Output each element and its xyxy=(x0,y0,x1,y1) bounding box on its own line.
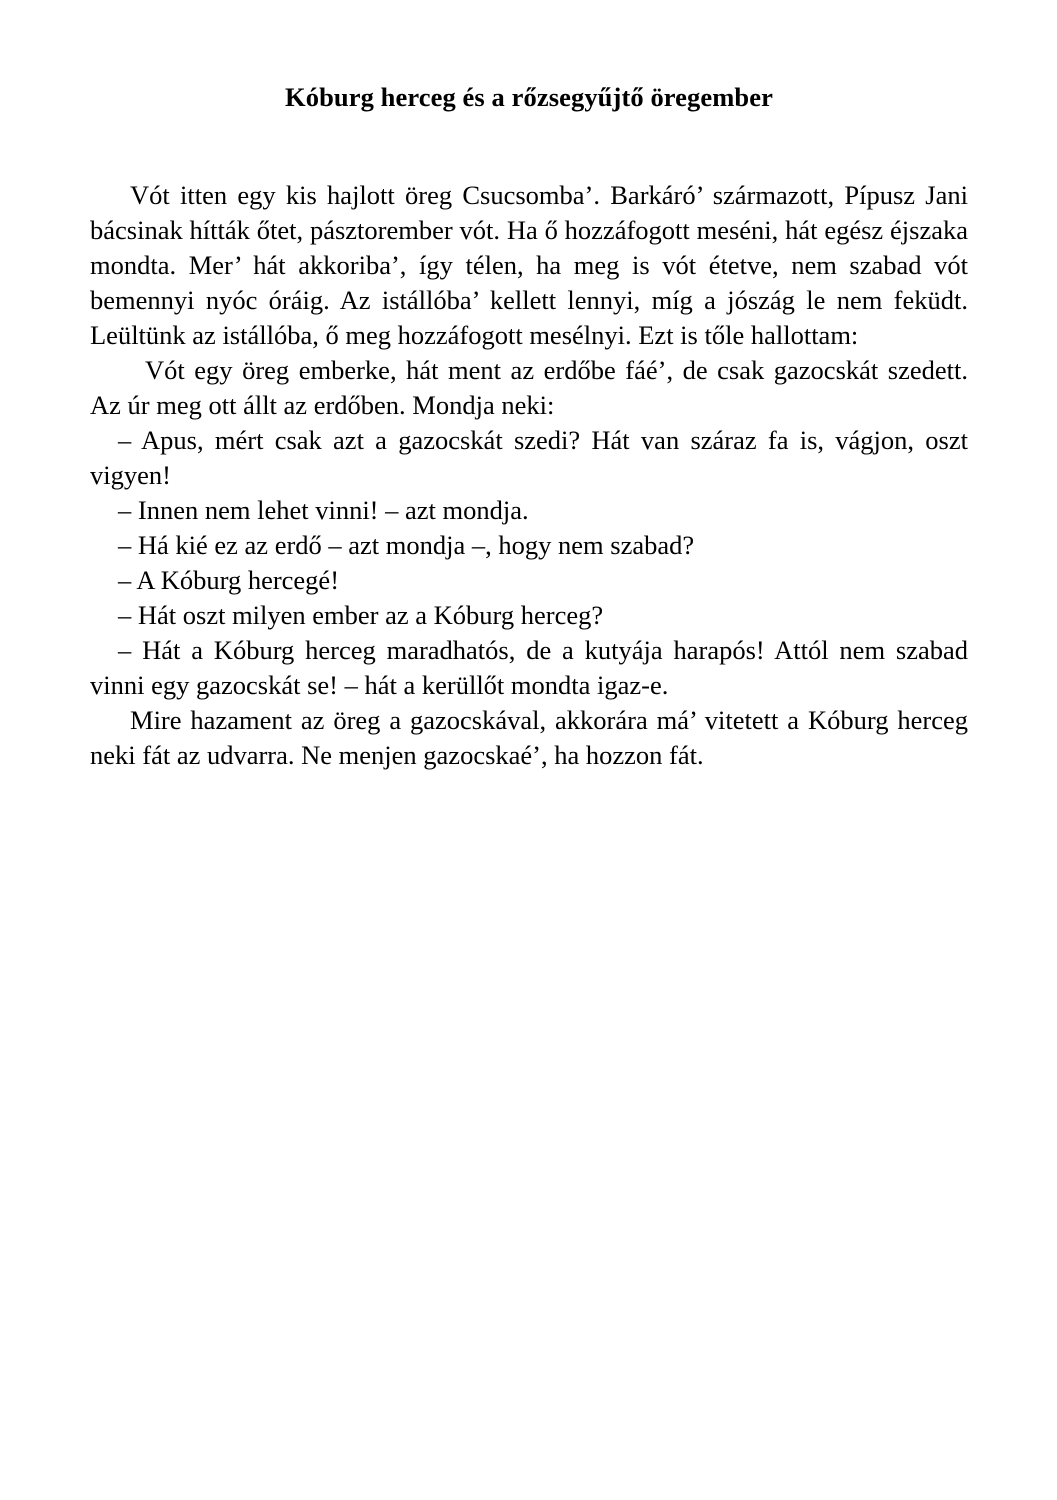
document-content xyxy=(90,80,968,773)
body-paragraph-1: Vót itten egy kis hajlott öreg Csucsomba’. Barkáró’ származott, Pípusz Jani bácsinak hítták őtet, pásztorember vót. Ha ő hozzáfogott meséni, hát egész éjszaka mondta. Mer’ hát akkoriba’, így télen, ha meg is vót étetve, nem szabad vót bemennyi nyóc óráig. Az istállóba’ kellett lennyi, míg a jószág le nem feküdt. Leültünk az istállóba, ő meg hozzáfogott mesélnyi. Ezt is tőle hallottam: xyxy=(90,179,968,350)
dialogue-line-4: – A Kóburg hercegé! xyxy=(118,564,340,595)
page-title: Kóburg herceg és a rőzsegyűjtő öregember xyxy=(285,82,773,112)
dialogue-line-2: – Innen nem lehet vinni! – azt mondja. xyxy=(118,494,529,525)
title-spacer xyxy=(90,115,968,178)
dialogue-line-1: – Apus, mért csak azt a gazocskát szedi? Hát van száraz fa is, vágjon, oszt vigyen! xyxy=(90,424,968,490)
body-paragraph-3: Mire hazament az öreg a gazocskával, akkorára má’ vitetett a Kóburg herceg neki fát az udvarra. Ne menjen gazocskaé’, ha hozzon fát. xyxy=(90,704,968,770)
body-paragraph-2: Vót egy öreg emberke, hát ment az erdőbe fáé’, de csak gazocskát szedett. Az úr meg ott állt az erdőben. Mondja neki: xyxy=(90,354,968,420)
dialogue-line-6: – Hát a Kóburg herceg maradhatós, de a kutyája harapós! Attól nem szabad vinni egy gazocskát se! – hát a kerüllőt mondta igaz-e. xyxy=(90,634,968,700)
dialogue-line-5: – Hát oszt milyen ember az a Kóburg herceg? xyxy=(118,599,604,630)
dialogue-line-3: – Há kié ez az erdő – azt mondja –, hogy nem szabad? xyxy=(118,529,695,560)
